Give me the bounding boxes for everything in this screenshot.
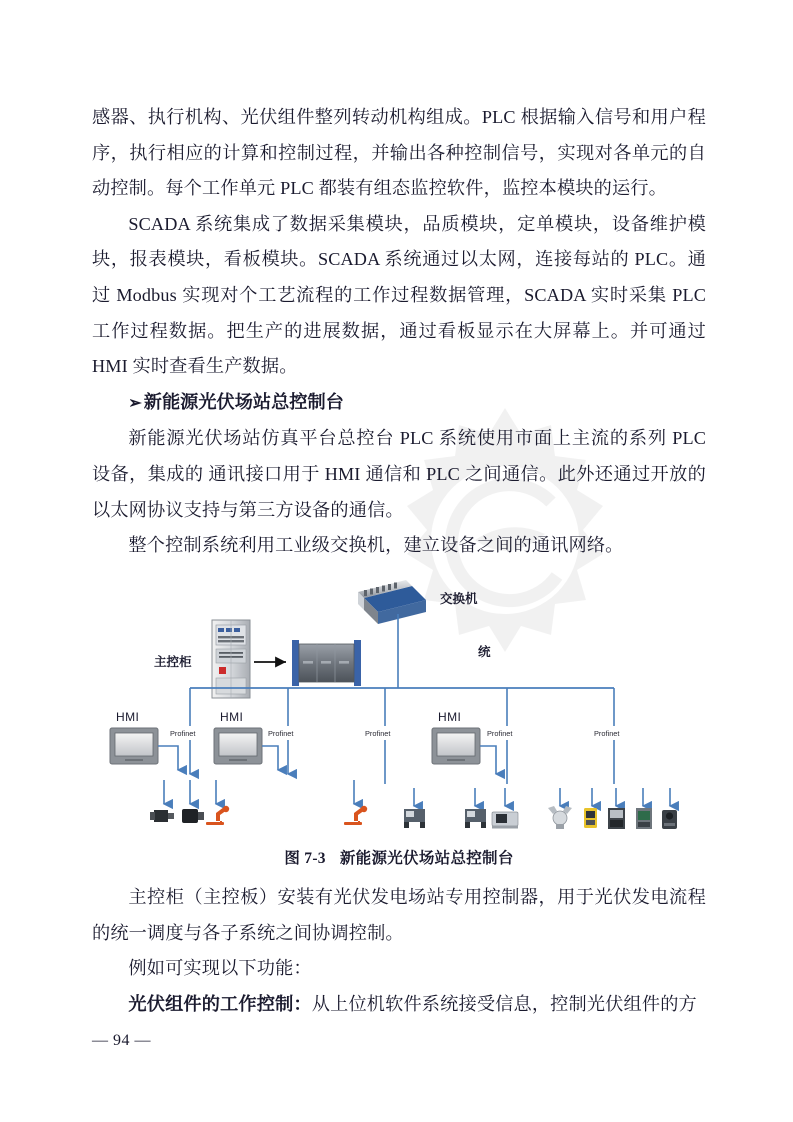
figure-caption-title: 新能源光伏场站总控制台 [339,850,514,867]
hmi-label-2: HMI [220,710,244,724]
profinet-label-2: Profinet [268,729,294,738]
drive-module-icon-2 [636,808,652,829]
figure-caption [92,846,706,868]
hmi-label-3: HMI [438,710,462,724]
profinet-label-3: Profinet [365,729,391,738]
figure-7-3 [92,578,706,868]
system-partial-label: 统 [478,645,491,659]
paragraph-4: 整个控制系统利用工业级交换机，建立设备之间的通讯网络。 [128,535,624,556]
robot-arm-icon-2 [344,806,367,825]
network-topology-diagram [92,578,706,843]
hmi-2-link [262,746,278,770]
main-cabinet-label: 主控柜 [154,655,192,669]
main-cabinet-icon [212,620,250,698]
switch-label: 交换机 [440,592,478,606]
drive-module-icon-1 [608,808,625,829]
profinet-label-1: Profinet [170,729,196,738]
feature-rest-text: 从上位机软件系统接受信息，控制光伏组件的方 [311,993,697,1014]
figure-caption-number: 图 7-3 [284,850,326,867]
machine-tool-icon-2 [465,809,486,828]
page-number: — 94 — [92,1032,151,1049]
robot-arm-icon-1 [206,806,229,825]
safety-controller-icon [584,808,597,828]
device-drop-arrows [164,780,643,806]
body-text-bottom [92,880,706,1022]
section-heading [92,385,706,422]
machine-tool-icon-1 [404,809,425,828]
paragraph-6: 例如可实现以下功能： [128,958,312,979]
heading-label: 新能源光伏场站总控制台 [143,391,344,412]
paragraph-2: SCADA 系统集成了数据采集模块，品质模块，定单模块，设备维护模块，报表模块，看板模块。SCADA 系统通过以太网，连接每站的 PLC。通过 Modbus 实现对个工艺流程的工作过程数据管理，SCADA 实时采集 PLC 工作过程数据。把生产的进展数据，通过看板显示在大屏幕上。并可通过 HMI 实时查看生产数据。 [92,213,706,377]
hmi-panel-3-icon [432,728,480,764]
paragraph-3: 新能源光伏场站仿真平台总控台 PLC 系统使用市面上主流的系列 PLC 设备，集成的 通讯接口用于 HMI 通信和 PLC 之间通信。此外还通过开放的以太网协议支持与第三方设备的通信。 [92,428,706,520]
hmi-panel-2-icon [214,728,262,764]
servo-motor-icon-1 [150,810,174,822]
server-rack-icon [292,640,361,686]
hmi-1-link [158,746,178,770]
body-text-top [92,100,706,564]
cnc-machine-icon [492,812,518,829]
heading-bullet-icon: ➢ [128,394,142,412]
paragraph-5: 主控柜（主控板）安装有光伏发电场站专用控制器，用于光伏发电流程的统一调度与各子系统之间协调控制。 [92,887,706,943]
servo-motor-icon-2 [182,809,204,823]
sensor-module-icon [662,810,677,829]
feature-lead-label: 光伏组件的工作控制： [128,993,312,1014]
valve-assembly-icon [548,806,572,829]
profinet-label-4: Profinet [487,729,513,738]
paragraph-7 [92,987,706,1023]
profinet-branch-lines [190,688,614,726]
hmi-3-link [480,746,496,774]
paragraph-1: 感器、执行机构、光伏组件整列转动机构组成。PLC 根据输入信号和用户程序，执行相应的计算和控制过程，并输出各种控制信号，实现对各单元的自动控制。每个工作单元 PLC 都装有组态监控软件，监控本模块的运行。 [92,107,706,199]
switch-device-icon [358,580,426,624]
hmi-panel-1-icon [110,728,158,764]
profinet-label-5: Profinet [594,729,620,738]
hmi-label-1: HMI [116,710,140,724]
